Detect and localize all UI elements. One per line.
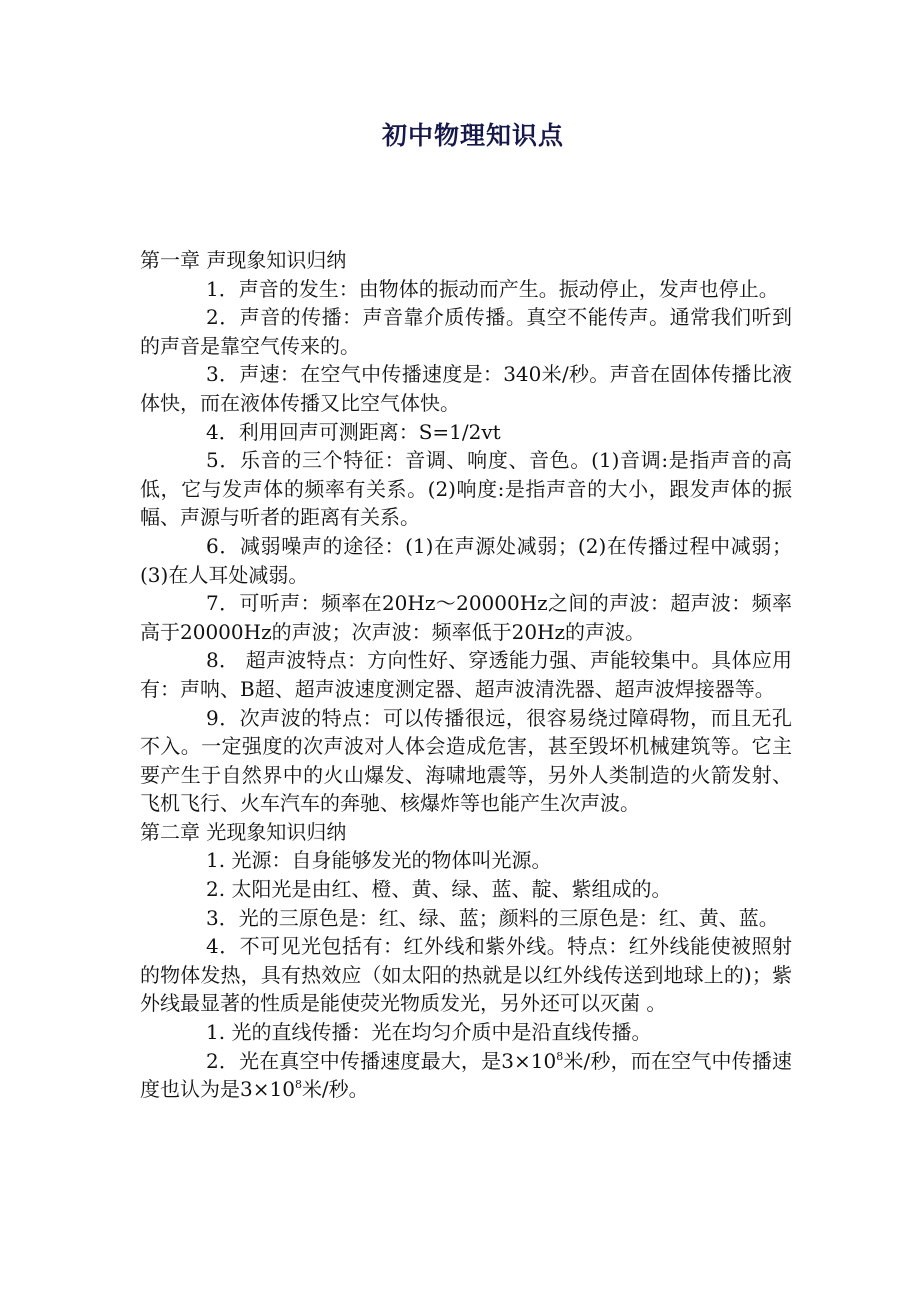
- chapter-heading: 第二章 光现象知识归纳: [140, 819, 347, 844]
- paragraph: 4．利用回声可测距离：S=1/2vt: [206, 419, 501, 444]
- superscript: 8: [556, 1049, 564, 1063]
- paragraph: 2．声音的传播：声音靠介质传播。真空不能传声。通常我们听到的声音是靠空气传来的。: [140, 305, 792, 358]
- paragraph: 4．不可见光包括有：红外线和紫外线。特点：红外线能使被照射的物体发热，具有热效应（如太阳的热就是以红外线传送到地球上的)；紫外线最显著的性质是能使荧光物质发光，另外还可以灭菌 。: [140, 934, 792, 1016]
- chapter-heading: 第一章 声现象知识归纳: [140, 248, 347, 272]
- paragraph: 3．光的三原色是：红、绿、蓝；颜料的三原色是：红、黄、蓝。: [206, 905, 779, 930]
- paragraph: 9．次声波的特点：可以传播很远，很容易绕过障碍物，而且无孔不入。一定强度的次声波对人体会造成危害，甚至毁坏机械建筑等。它主要产生于自然界中的火山爆发、海啸地震等，另外人类制造的火箭发射、飞机飞行、火车汽车的奔驰、核爆炸等也能产生次声波。: [140, 705, 792, 816]
- text-run: 米/秒，而在空气中传播速度也认为是3×10: [140, 1048, 792, 1102]
- paragraph: 5．乐音的三个特征：音调、响度、音色。(1)音调:是指声音的高低，它与发声体的频率有关系。(2)响度:是指声音的大小，跟发声体的振幅、声源与听者的距离有关系。: [140, 448, 792, 530]
- document-body: [140, 246, 792, 1104]
- paragraph: 1. 光的直线传播：光在均匀介质中是沿直线传播。: [206, 1020, 652, 1045]
- document-title: 初中物理知识点: [381, 121, 564, 150]
- paragraph: 3．声速：在空气中传播速度是：340米/秒。声音在固体传播比液体快，而在液体传播又比空气体快。: [140, 362, 792, 415]
- paragraph: 6．减弱噪声的途径：(1)在声源处减弱；(2)在传播过程中减弱；(3)在人耳处减弱。: [140, 533, 792, 587]
- paragraph-light-speed: [140, 1047, 792, 1104]
- text-run: 米/秒。: [301, 1077, 369, 1102]
- superscript: 8: [294, 1078, 302, 1092]
- paragraph: 1. 光源：自身能够发光的物体叫光源。: [206, 848, 552, 873]
- paragraph: 1．声音的发生：由物体的振动而产生。振动停止，发声也停止。: [206, 276, 779, 301]
- text-run: 2．光在真空中传播速度最大，是3×10: [206, 1048, 557, 1073]
- paragraph: 2. 太阳光是由红、橙、黄、绿、蓝、靛、紫组成的。: [206, 877, 672, 902]
- paragraph: 7．可听声：频率在20Hz～20000Hz之间的声波：超声波：频率高于20000Hz的声波；次声波：频率低于20Hz的声波。: [140, 591, 792, 644]
- paragraph: 8． 超声波特点：方向性好、穿透能力强、声能较集中。具体应用有：声呐、B超、超声波速度测定器、超声波清洗器、超声波焊接器等。: [140, 648, 792, 701]
